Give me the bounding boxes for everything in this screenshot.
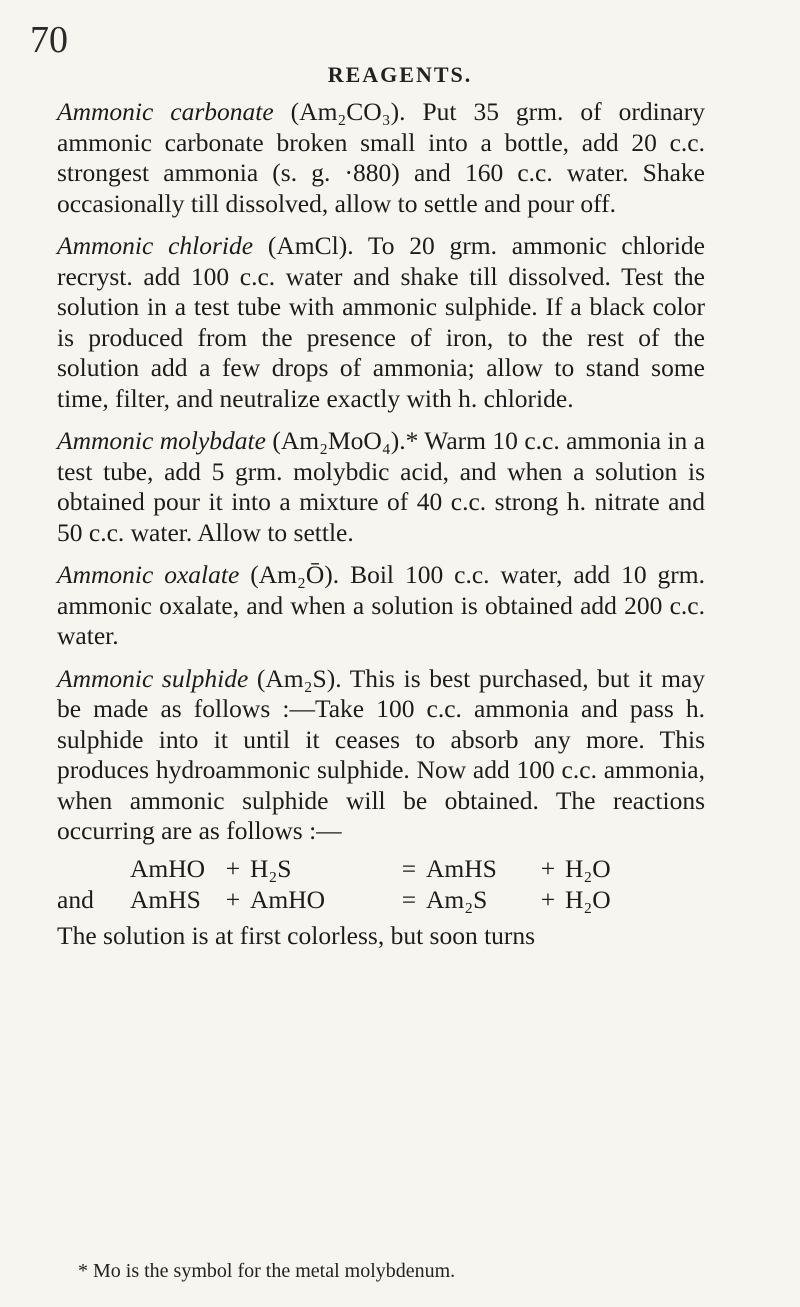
- entry-term: Ammonic carbonate: [57, 97, 274, 126]
- entry-text: (Am₂CO₃). Put 35 grm. of ordinary ammonic carbonate broken small into a bottle, add 20 c.c. strongest ammonia (s. g. ·880) and 160 c.c. water. Shake occasionally till dissolved, allow to settle and pour off.: [57, 97, 705, 218]
- equation-operator: +: [225, 853, 241, 883]
- equation-term: H₂S: [250, 853, 292, 883]
- equation-lead: and: [57, 884, 94, 914]
- entry-ammonic-carbonate: [57, 97, 705, 219]
- equation-term: AmHS: [130, 884, 201, 914]
- equation-lead: [57, 853, 130, 884]
- entry-term: Ammonic oxalate: [57, 560, 240, 589]
- entry-text: (Am₂Ō). Boil 100 c.c. water, add 10 grm. ammonic oxalate, and when a solution is obtained add 200 c.c. water.: [57, 560, 706, 650]
- entry-term: Ammonic sulphide: [57, 663, 249, 693]
- equation-term: AmHO: [130, 853, 206, 883]
- entry-ammonic-chloride: [57, 231, 705, 414]
- equation-row: [57, 884, 705, 915]
- footnote: * Mo is the symbol for the metal molybdenum.: [78, 1260, 456, 1282]
- equation-term: H₂O: [565, 884, 611, 914]
- continuation-line: The solution is at first colorless, but soon turns: [57, 920, 536, 950]
- equation-equals: =: [401, 884, 417, 914]
- equation-row: [57, 853, 705, 884]
- entry-ammonic-sulphide: [57, 664, 705, 847]
- entry-text: (Am₂MoO₄).* Warm 10 c.c. ammonia in a test tube, add 5 grm. molybdic acid, and when a solution is obtained pour it into a mixture of 40 c.c. strong h. nitrate and 50 c.c. water. Allow to settle.: [57, 426, 705, 547]
- equation-term: Am₂S: [426, 884, 488, 914]
- body-text: [57, 97, 705, 951]
- entry-text: (AmCl). To 20 grm. ammonic chloride recryst. add 100 c.c. water and shake till dissolved. Test the solution in a test tube with ammonic sulphide. If a black color is produced from the presence of iron, to the rest of the solution add a few drops of ammonia; allow to stand some time, filter, and neutralize exactly with h. chloride.: [57, 231, 705, 413]
- equation-term: AmHS: [426, 853, 497, 883]
- equation-operator: +: [225, 884, 241, 914]
- equation-term: H₂O: [565, 853, 611, 883]
- equation-term: AmHO: [250, 884, 326, 914]
- reaction-equations: [57, 853, 705, 915]
- entry-term: Ammonic chloride: [57, 231, 254, 260]
- equation-operator: +: [540, 853, 556, 883]
- equation-operator: +: [540, 884, 556, 914]
- entry-term: Ammonic molybdate: [57, 426, 266, 455]
- page-number: 70: [30, 19, 68, 61]
- entry-ammonic-oxalate: [57, 560, 705, 652]
- entry-text: (Am₂S). This is best purchased, but it may be made as follows :—Take 100 c.c. ammonia and pass h. sulphide into it until it ceases to absorb any more. This produces hydroammonic sulphide. Now add 100 c.c. ammonia, when ammonic sulphide will be obtained. The reactions occurring are as follows :—: [57, 663, 705, 845]
- equation-equals: =: [401, 853, 417, 883]
- running-head: REAGENTS.: [327, 62, 473, 87]
- entry-ammonic-molybdate: [57, 426, 705, 548]
